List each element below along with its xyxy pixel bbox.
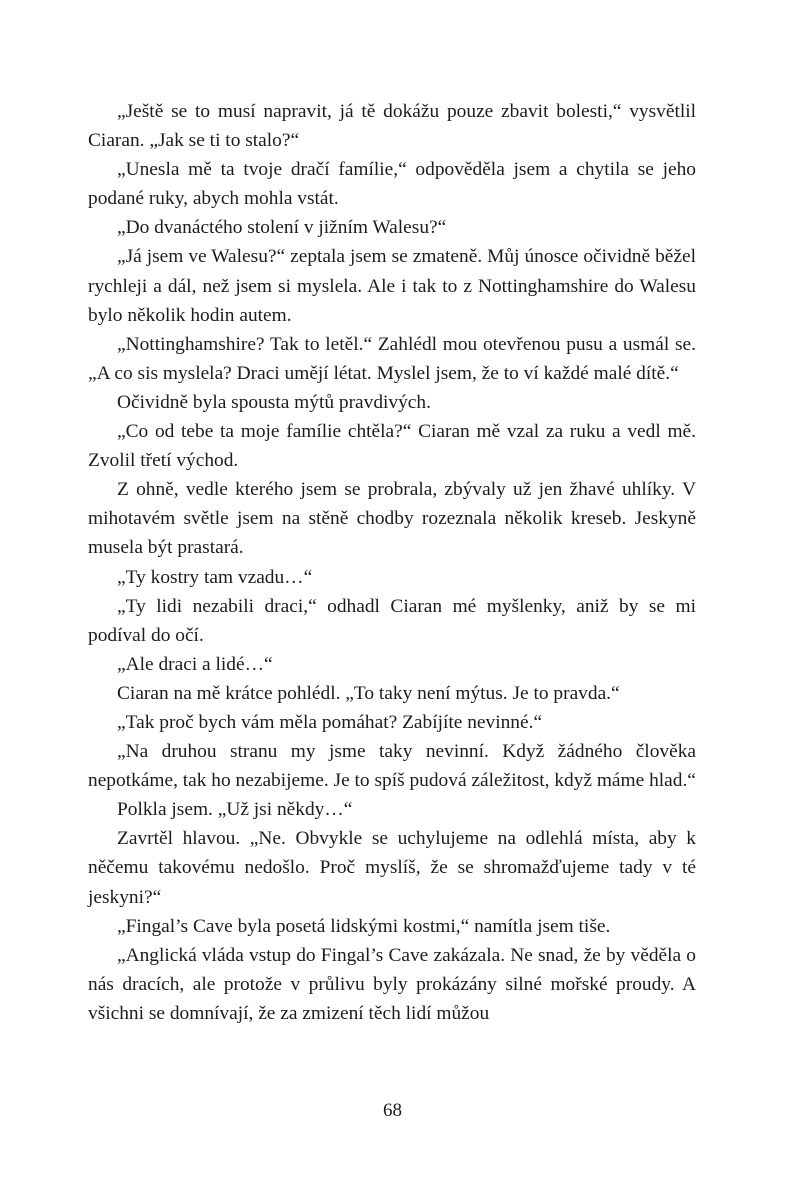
paragraph: Ciaran na mě krátce pohlédl. „To taky není mýtus. Je to pravda.“ xyxy=(117,682,620,704)
paragraph: Z ohně, vedle kterého jsem se probrala, zbývaly už jen žhavé uhlíky. V mihotavém světle jsem na stěně chodby rozeznala několik kreseb. Jeskyně musela být prastará. xyxy=(88,479,696,559)
paragraph: „Anglická vláda vstup do Fingal’s Cave zakázala. Ne snad, že by věděla o nás dracích, ale protože v průlivu byly prokázány silné mořské proudy. A všichni se domnívají, že za zmizení těch lidí můžou xyxy=(88,944,696,1024)
paragraph: „Co od tebe ta moje famílie chtěla?“ Ciaran mě vzal za ruku a vedl mě. Zvolil třetí východ. xyxy=(88,421,696,472)
paragraph: „Na druhou stranu my jsme taky nevinní. Když žádného člověka nepotkáme, tak ho nezabijeme. Je to spíš pudová záležitost, když máme hlad.“ xyxy=(88,741,696,792)
paragraph: Polkla jsem. „Už jsi někdy…“ xyxy=(117,799,353,821)
page-body xyxy=(88,97,696,1028)
paragraph: „Ty kostry tam vzadu…“ xyxy=(117,566,313,588)
page-number: 68 xyxy=(383,1100,402,1121)
paragraph: „Ty lidi nezabili draci,“ odhadl Ciaran mé myšlenky, aniž by se mi podíval do očí. xyxy=(88,595,696,646)
paragraph: „Tak proč bych vám měla pomáhat? Zabíjíte nevinné.“ xyxy=(117,711,543,733)
paragraph: „Unesla mě ta tvoje dračí famílie,“ odpověděla jsem a chytila se jeho podané ruky, abych mohla vstát. xyxy=(88,159,696,210)
paragraph: „Já jsem ve Walesu?“ zeptala jsem se zmateně. Můj únosce očividně běžel rychleji a dál, než jsem si myslela. Ale i tak to z Nottinghamshire do Walesu bylo několik hodin autem. xyxy=(88,246,696,326)
paragraph: „Nottinghamshire? Tak to letěl.“ Zahlédl mou otevřenou pusu a usmál se. „A co sis myslela? Draci umějí létat. Myslel jsem, že to ví každé malé dítě.“ xyxy=(88,333,696,384)
paragraph: „Fingal’s Cave byla posetá lidskými kostmi,“ namítla jsem tiše. xyxy=(117,915,611,937)
paragraph: Zavrtěl hlavou. „Ne. Obvykle se uchylujeme na odlehlá místa, aby k něčemu takovému nedošlo. Proč myslíš, že se shromažďujeme tady v té jeskyni?“ xyxy=(88,828,696,908)
paragraph: Očividně byla spousta mýtů pravdivých. xyxy=(117,391,431,413)
paragraph: „Ale draci a lidé…“ xyxy=(117,653,273,675)
paragraph: „Do dvanáctého stolení v jižním Walesu?“ xyxy=(117,217,447,239)
paragraph: „Ještě se to musí napravit, já tě dokážu pouze zbavit bolesti,“ vysvětlil Ciaran. „Jak se ti to stalo?“ xyxy=(88,101,696,152)
